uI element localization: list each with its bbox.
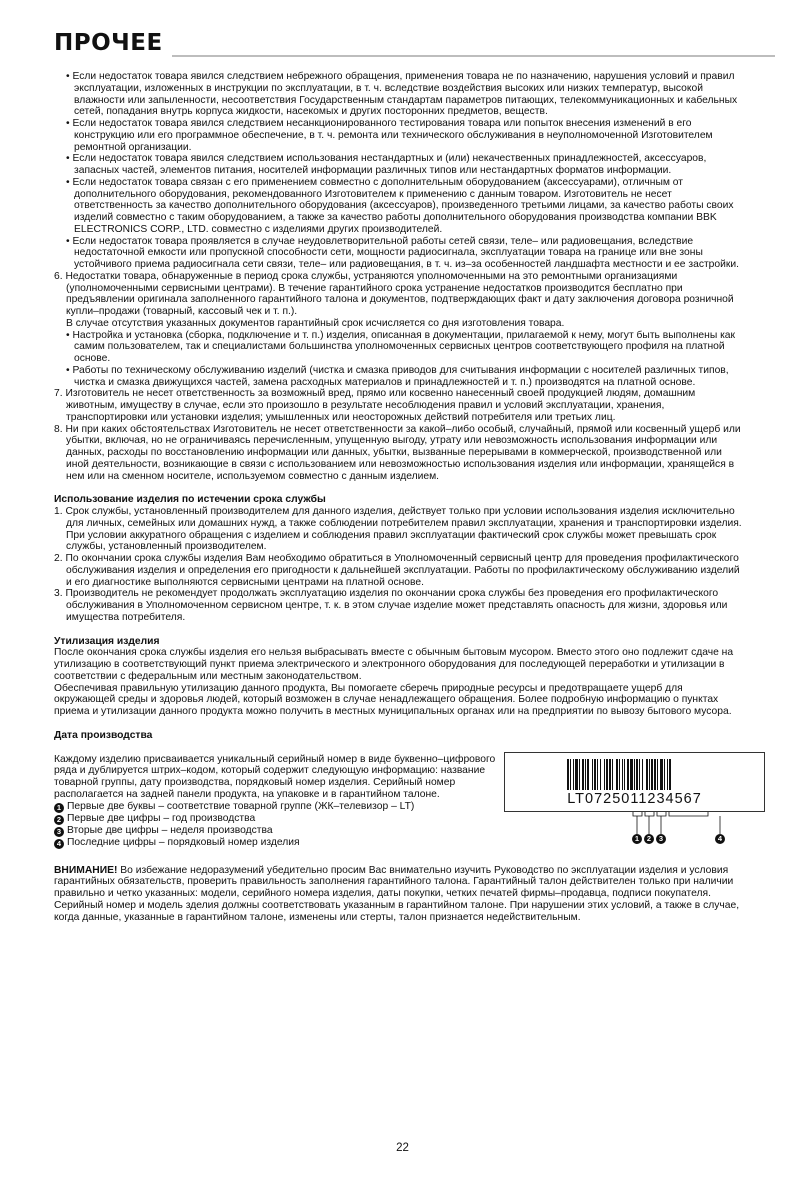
header-rule bbox=[172, 55, 775, 57]
numbered-item-7: 7. Изготовитель не несет ответственность за возможный вред, прямо или косвенно нанесенный своей продукцией людям, домашним животным, имуществу в случае, если это произошло в результате несоблюдения правил и условий эксплуатации, хранения, транспортировки или установки изделия; умышленных или неосторожных действий потребителя или третьих лиц. bbox=[54, 388, 696, 423]
numbered-item-6-continued: В случае отсутствия указанных документов гарантийный срок исчисляется со дня изготовления товара. bbox=[66, 317, 565, 329]
barcode-bar bbox=[660, 759, 663, 790]
list-item: • Настройка и установка (сборка, подключение и т. п.) изделия, описанная в документации, прилагаемой к нему, могут быть выполнены как самим пользователем, так и специалистами большинства уполномоченных сервисных центров соответствующего профиля на платной основе. bbox=[66, 329, 736, 364]
barcode-bar bbox=[567, 759, 569, 790]
number-badge: 1 bbox=[54, 803, 64, 813]
numbered-item-8: 8. Ни при каких обстоятельствах Изготовитель не несет ответственности за какой–либо особый, случайный, прямой или косвенный ущерб или убытки, включая, но не ограничиваясь перечисленным, упущенную выгоду, утрату или невозможность использования информации или данных, расходы по восстановлению информации или данных, убытки, вызванные перерывами в коммерческой, производственной или иной деятельности, возникающие в связи с использованием или невозможностью использования изделия или информации, хранящейся в нем или на сменном носителе, используемом совместно с данным изделием. bbox=[54, 423, 741, 482]
list-item: • Работы по техническому обслуживанию изделий (чистка и смазка приводов для считывания информации с носителей различных типов, чистка и смазка движущихся частей, замена расходных материалов и принадлежностей и т. п.) производятся на платной основе. bbox=[66, 364, 729, 388]
paragraph: Обеспечивая правильную утилизацию данного продукта, Вы помогаете сберечь природные ресурсы и предотвращаете ущерб для окружающей среды и здоровья людей, который возможен в случае ненадлежащего обращения. Более подробную информацию о пунктах приема и утилизации данного продукта можно получить в местных муниципальных органах или на предприятии по вывозу бытового мусора. bbox=[54, 682, 732, 717]
barcode-bar bbox=[669, 759, 671, 790]
barcode-bar bbox=[575, 759, 578, 790]
content bbox=[54, 71, 745, 923]
list-item: 2 Первые две цифры – год производства bbox=[54, 813, 745, 825]
serial-number: LT0725011234567 bbox=[567, 790, 702, 807]
list-item: 1 Первые две буквы – соответствие товарной группе (ЖК–телевизор – LT) bbox=[54, 801, 745, 813]
barcode-bar bbox=[612, 759, 613, 790]
numbered-item-6: 6. Недостатки товара, обнаруженные в период срока службы, устраняются уполномоченными на это ремонтными организациями (уполномоченными сервисными центрами). В течение гарантийного срока устранение недостатков производится бесплатно при предъявлении оригинала заполненного гарантийного талона и документов, подтверждающих факт и дату заключения договора розничной купли–продажи (товарный, кассовый чек и т. п.). bbox=[54, 270, 734, 317]
list-item: • Если недостаток товара явился следствием небрежного обращения, применения товара не по назначению, нарушения условий и правил эксплуатации, изложенных в инструкции по эксплуатации, в т. ч. вследствие воздействия высоких или низких температур, высокой влажности или запыленности, несоответствия Государственным стандартам параметров питающих, телекоммуникационных и кабельных сетей, попадания внутрь корпуса жидкости, насекомых и других посторонних предметов, веществ. bbox=[66, 71, 738, 118]
barcode-bar bbox=[579, 759, 580, 790]
barcode-label bbox=[504, 752, 765, 812]
list-item: • Если недостаток товара явился следствием несанкционированного тестирования товара или попыток внесения изменений в его конструкцию или его программное обеспечение, в т. ч. ремонта или технического обслуживания в неуполномоченной Изготовителем ремонтной организации. bbox=[66, 118, 713, 153]
barcode-bar bbox=[630, 759, 633, 790]
barcode-icon bbox=[567, 759, 704, 790]
barcode-bar bbox=[639, 759, 640, 790]
list-item: 4 Последние цифры – порядковый номер изделия bbox=[54, 837, 745, 849]
barcode-bar bbox=[634, 759, 635, 790]
barcode-bar bbox=[570, 759, 571, 790]
barcode-bar bbox=[597, 759, 598, 790]
barcode-bar bbox=[651, 759, 653, 790]
list-item: 3 Вторые две цифры – неделя производства bbox=[54, 825, 745, 837]
barcode-bar bbox=[646, 759, 648, 790]
barcode-bar bbox=[585, 759, 586, 790]
list-item: • Если недостаток товара проявляется в случае неудовлетворительной работы сетей связи, теле– или радиовещания, вследствие недостаточной емкости или пропускной способности сети, мощности радиосигнала, эксплуатации товара на границе или вне зоны устойчивого приема радиосигнала сети связи, теле– или радиовещания, в т. ч. из–за особенностей ландшафта местности и ее застройки. bbox=[66, 235, 740, 270]
section-heading-disposal: Утилизация изделия bbox=[54, 635, 160, 647]
marker-4: 4 bbox=[715, 834, 725, 844]
page-header bbox=[54, 30, 775, 56]
numbered-item: 1. Срок службы, установленный производителем для данного изделия, действует только при условии использования изделия исключительно для личных, семейных или домашних нужд, а также соблюдении потребителем правил эксплуатации, хранения и транспортировки изделия. При условии аккуратного обращения с изделием и соблюдения правил эксплуатации фактический срок службы может превышать срок службы, установленный производителем. bbox=[54, 506, 742, 553]
marker-3: 3 bbox=[656, 834, 666, 844]
barcode-bar bbox=[609, 759, 611, 790]
number-badge: 3 bbox=[54, 827, 64, 837]
paragraph: Каждому изделию присваивается уникальный серийный номер в виде буквенно–цифрового ряда и дублируется штрих–кодом, который содержит следующую информацию: название товарной группы, дату производства, порядковый номер изделия. Серийный номер располагается на задней панели продукта, на упаковке и в гарантийном талоне. bbox=[54, 753, 496, 800]
marker-2: 2 bbox=[644, 834, 654, 844]
warning-label: ВНИМАНИЕ! bbox=[54, 864, 118, 876]
list-item: • Если недостаток товара связан с его применением совместно с дополнительным оборудованием (аксессуарами), отличным от дополнительного оборудования, рекомендованного Изготовителем к применению с данным товаром. Изготовитель не несет ответственность за качество дополнительного оборудования (аксессуаров), произведенного третьими лицами, за качество работы своих изделий совместно с таким оборудованием, а также за качество работы дополнительного оборудования производства компании BBK ELECTRONICS CORP., LTD. совместно с изделиями других производителей. bbox=[66, 176, 734, 235]
barcode-bar bbox=[619, 759, 620, 790]
barcode-bar bbox=[654, 759, 656, 790]
page-title: ПРОЧЕЕ bbox=[54, 30, 163, 56]
numbered-item: 3. Производитель не рекомендует продолжать эксплуатацию изделия по окончании срока службы без проведения его профилактического обслуживания в Уполномоченном сервисном центре, т. к. в этом случае изделие может представлять опасность для жизни, здоровья или имущества потребителя. bbox=[54, 588, 728, 623]
barcode-bar bbox=[664, 759, 665, 790]
barcode-bar bbox=[616, 759, 618, 790]
number-badge: 2 bbox=[54, 815, 64, 825]
barcode-bar bbox=[582, 759, 584, 790]
list-item: • Если недостаток товара явился следствием использования нестандартных и (или) некачественных принадлежностей, аксессуаров, запасных частей, элементов питания, носителей информации различных типов или нестандартных форматов информации. bbox=[66, 153, 707, 176]
barcode-bar bbox=[627, 759, 629, 790]
marker-1: 1 bbox=[632, 834, 642, 844]
barcode-bar bbox=[657, 759, 658, 790]
production-date-block bbox=[54, 754, 745, 849]
barcode-bar bbox=[573, 759, 574, 790]
serial-markers bbox=[504, 812, 765, 844]
paragraph: После окончания срока службы изделия его нельзя выбрасывать вместе с обычным бытовым мусором. Вместо этого оно подлежит сдаче на утилизацию в соответствующий пункт приема электрического и электронного оборудования для последующей переработки и утилизации в соответствии с федеральным или местным законодательством. bbox=[54, 647, 734, 682]
number-badge: 4 bbox=[54, 839, 64, 849]
barcode-bar bbox=[600, 759, 601, 790]
barcode-bar bbox=[606, 759, 608, 790]
barcode-bar bbox=[667, 759, 668, 790]
page-number: 22 bbox=[396, 1142, 409, 1154]
section-heading-usage: Использование изделия по истечении срока службы bbox=[54, 494, 326, 506]
barcode-bar bbox=[594, 759, 596, 790]
section-heading-production-date: Дата производства bbox=[54, 729, 153, 741]
barcode-bar bbox=[587, 759, 589, 790]
barcode-bar bbox=[649, 759, 650, 790]
warning-paragraph: ВНИМАНИЕ! Во избежание недоразумений убедительно просим Вас внимательно изучить Руководство по эксплуатации изделия и условия гарантийных обязательств, проверить правильность заполнения гарантийного талона. Гарантийный талон действителен только при наличии правильно и четко указанных: модели, серийного номера изделия, даты покупки, четких печатей фирмы–продавца, подписи покупателя. Серийный номер и модель зделия должны соответствовать указанным в гарантийном талоне. При нарушении этих условий, а также в случае, когда данные, указанные в гарантийном талоне, изменены или стерты, талон признается недействительным. bbox=[54, 864, 740, 923]
barcode-bar bbox=[604, 759, 605, 790]
barcode-bar bbox=[622, 759, 623, 790]
barcode-bar bbox=[642, 759, 643, 790]
numbered-item: 2. По окончании срока службы изделия Вам необходимо обратиться в Уполномоченный сервисный центр для проведения профилактического обслуживания изделия и определения его пригодности к дальнейшей эксплуатации. Работы по профилактическому обслуживанию изделий и его диагностике выполняются сервисными центрами на платной основе. bbox=[54, 553, 740, 588]
barcode-bar bbox=[592, 759, 593, 790]
barcode-bar bbox=[624, 759, 625, 790]
barcode-bar bbox=[636, 759, 638, 790]
